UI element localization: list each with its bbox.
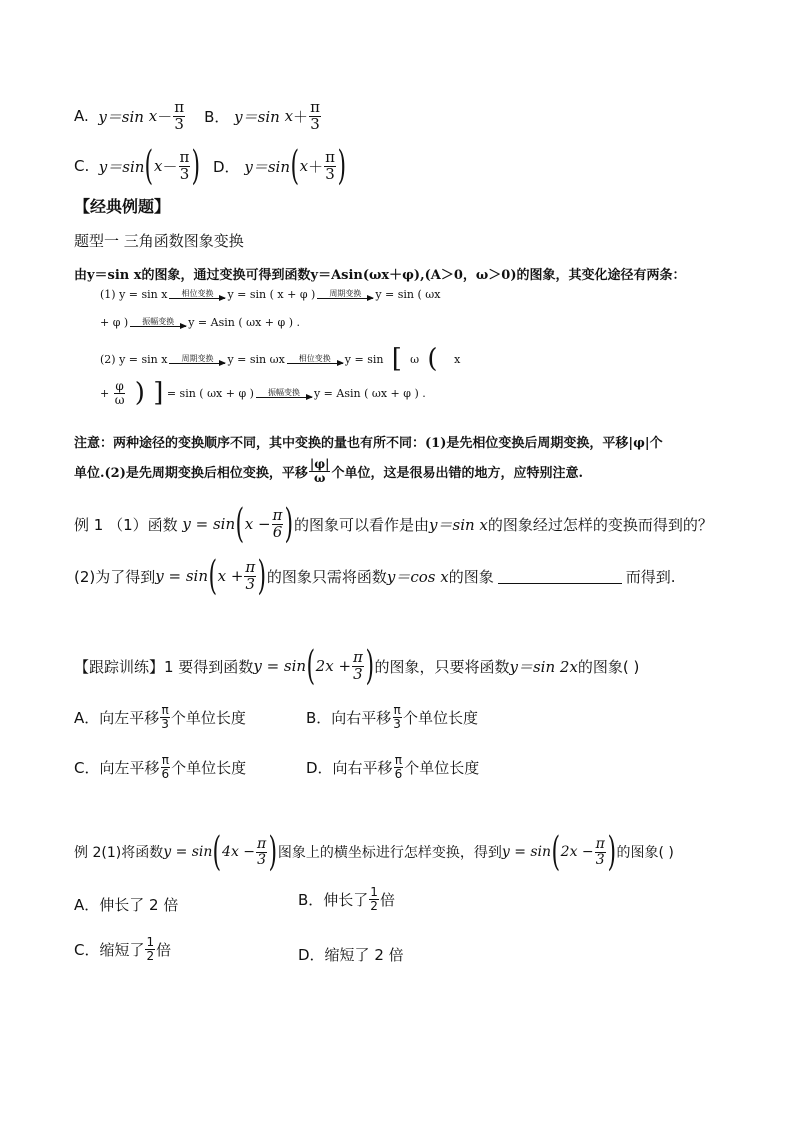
- fraction: [352, 647, 364, 683]
- formula-text: 2x −: [560, 844, 594, 860]
- question-text: 的图象，只要将函数: [374, 657, 510, 676]
- fraction: [595, 837, 606, 867]
- option-b: [204, 100, 322, 133]
- formula-var: x: [284, 107, 294, 126]
- fraction: [244, 557, 256, 593]
- question-text: 的图象( ): [616, 845, 674, 861]
- option-text: 个单位长度: [402, 708, 478, 727]
- denominator: 3: [245, 574, 256, 593]
- fraction: [145, 936, 155, 962]
- question-text: 的图象只需将函数: [266, 567, 387, 586]
- numerator: π: [353, 647, 363, 666]
- formula-text: y = sin ( ωx: [375, 288, 441, 301]
- formula-text: + φ ): [100, 316, 129, 329]
- formula-text: x −: [244, 515, 271, 533]
- arrow: [256, 389, 312, 398]
- numerator: π: [394, 753, 402, 767]
- arrow-label: 周期变换: [329, 289, 362, 298]
- arrow-label: 周期变换: [181, 353, 214, 363]
- arrow: [130, 318, 186, 327]
- formula-text: y = sin: [253, 657, 307, 675]
- formula-text: (2) y = sin x: [100, 352, 168, 366]
- example1-line1: 例 1 （1）函数 y = sin ( x − $\frac{\pi}{6}$ ) 的图象可以看作是由 y＝sin x 的图象经过怎样的变换而得到的？: [74, 501, 713, 547]
- question-text: 例 1 （1）函数: [74, 515, 178, 534]
- option-text: 倍: [156, 940, 172, 959]
- option-text: C．向左平移: [74, 758, 160, 777]
- formula-text: y = sin: [344, 352, 384, 366]
- fraction: [309, 458, 331, 484]
- formula-var: ω: [410, 352, 420, 366]
- denominator: 3: [179, 164, 190, 183]
- option-text: 个单位长度: [170, 708, 246, 727]
- fraction: [272, 505, 284, 541]
- fraction: [324, 147, 336, 183]
- training-question: 【跟踪训练】1 要得到函数 y = sin ( 2x + $\frac{\pi}{3}$ ) 的图象，只要将函数 y＝sin 2x 的图象( ): [74, 643, 640, 689]
- formula-text: = sin ( ωx + φ ): [166, 386, 254, 400]
- question-text: 例 2(1)将函数: [74, 845, 164, 861]
- formula-text: y = Asin ( ωx + φ ) .: [313, 386, 426, 400]
- denominator: ω: [313, 470, 326, 485]
- fraction: [369, 886, 379, 912]
- option-text: C．缩短了: [74, 940, 145, 959]
- answer-blank[interactable]: [498, 569, 622, 584]
- denominator: 3: [353, 664, 363, 683]
- formula-op: ＋: [308, 157, 324, 176]
- path2-line2: + $\frac{\varphi}{\omega}$ ) ] = sin ( ωx + φ ) 振幅变换 y = Asin ( ωx + φ ) .: [100, 378, 426, 409]
- formula-text: y＝sin 2x: [509, 657, 578, 676]
- denominator: 3: [174, 114, 184, 133]
- numerator: 1: [146, 935, 155, 949]
- note-text: 个单位，这是很易出错的地方，应特别注意.: [331, 465, 583, 481]
- numerator: π: [161, 753, 169, 767]
- formula-text: 2x +: [315, 657, 352, 675]
- question-text: 【跟踪训练】1 要得到函数: [74, 657, 254, 676]
- formula-text: y = sin: [163, 844, 213, 860]
- denominator: 2: [370, 898, 378, 913]
- option-text: 个单位长度: [171, 758, 247, 777]
- note-line1: 注意：两种途径的变换顺序不同，其中变换的量也有所不同：(1)是先相位变换后周期变换，平移|φ|个: [74, 436, 663, 451]
- path1-line1: [100, 288, 440, 301]
- option-row-cd: [74, 143, 347, 189]
- example2-option-c[interactable]: [74, 936, 171, 962]
- numerator: |φ|: [309, 457, 330, 471]
- option-text: 倍: [379, 890, 395, 909]
- path1-line2: [100, 316, 300, 329]
- option-label: D．: [213, 157, 240, 176]
- option-label: B．: [204, 107, 230, 126]
- denominator: 3: [257, 851, 267, 868]
- fraction: [173, 100, 185, 133]
- formula-text: y = sin: [182, 515, 236, 533]
- arrow-label: 相位变换: [181, 289, 214, 298]
- formula-text: y = sin: [155, 567, 208, 585]
- option-c: C. y＝sin ( x － $\frac{\pi}{3}$ ): [74, 143, 201, 189]
- fraction: [309, 100, 321, 133]
- question-text: (2)为了得到: [74, 567, 156, 586]
- formula-text: y＝sin: [98, 107, 144, 126]
- formula-var: x: [154, 157, 163, 175]
- arrow-label: 振幅变换: [267, 387, 300, 397]
- arrow: [169, 290, 225, 299]
- training-option-a[interactable]: [74, 704, 246, 730]
- formula-var: x: [148, 107, 158, 126]
- option-text: D．向右平移: [306, 758, 393, 777]
- example2-question: 例 2(1)将函数 y = sin ( 4x − $\frac{\pi}{3}$ ) 图象上的横坐标进行怎样变换，得到 y = sin ( 2x − $\frac{\pi}{3}$ ) 的图象( ): [74, 829, 674, 875]
- arrow-label: 振幅变换: [142, 317, 175, 326]
- training-option-c[interactable]: [74, 754, 246, 780]
- formula-op: +: [100, 386, 110, 400]
- fraction: [160, 754, 170, 780]
- fraction: [256, 837, 267, 867]
- training-option-d[interactable]: [306, 754, 479, 780]
- numerator: π: [161, 703, 169, 717]
- option-text: 个单位长度: [404, 758, 480, 777]
- option-row-ab: [74, 100, 322, 133]
- denominator: 2: [146, 948, 155, 963]
- option-text: B．向右平移: [306, 708, 392, 727]
- section-heading: 【经典例题】: [74, 197, 171, 216]
- option-text: B．伸长了: [298, 890, 369, 909]
- question-text: 图象上的横坐标进行怎样变换，得到: [277, 845, 502, 861]
- path2-line1: (2) y = sin x 周期变换 y = sin ωx 相位变换 y = sin [ ω ( x: [100, 344, 461, 374]
- denominator: 6: [394, 766, 403, 781]
- formula-text: y＝sin x: [429, 515, 488, 534]
- denominator: 6: [161, 766, 170, 781]
- fraction: [114, 380, 126, 406]
- numerator: π: [310, 98, 320, 116]
- formula-text: y = Asin ( ωx + φ ) .: [188, 316, 300, 329]
- numerator: 1: [370, 885, 378, 899]
- numerator: π: [272, 505, 283, 524]
- formula-text: y＝sin: [244, 157, 290, 176]
- formula-var: x: [454, 352, 461, 366]
- formula-text: x +: [217, 567, 244, 585]
- example2-option-d[interactable]: D．缩短了 2 倍: [298, 946, 404, 964]
- denominator: 3: [393, 716, 401, 731]
- formula-text: (1) y = sin x: [100, 288, 168, 301]
- denominator: 3: [595, 851, 605, 868]
- intro-text: 由y＝sin x的图象，通过变换可得到函数y＝Asin(ωx＋φ),(A＞0，ω＞0)的图象，其变化途径有两条：: [74, 268, 686, 283]
- option-a: [74, 100, 186, 133]
- arrow: [317, 290, 373, 299]
- fraction: [160, 704, 170, 730]
- note-text: 单位.(2)是先周期变换后相位变换，平移: [74, 465, 308, 481]
- denominator: 3: [310, 114, 320, 133]
- question-text: 的图象可以看作是由: [294, 515, 430, 534]
- example1-line2: (2)为了得到 y = sin ( x + $\frac{\pi}{3}$ ) 的图象只需将函数 y＝cos x 的图象 而得到.: [74, 553, 676, 599]
- option-text: A．向左平移: [74, 708, 160, 727]
- option-label: C.: [74, 157, 90, 175]
- formula-text: y＝cos x: [386, 567, 449, 586]
- arrow: [169, 355, 225, 364]
- denominator: 6: [272, 522, 283, 541]
- arrow-label: 相位变换: [298, 353, 331, 363]
- formula-text: y＝sin: [98, 157, 145, 176]
- note-line2: [74, 458, 583, 484]
- fraction: [392, 704, 402, 730]
- question-text: 的图象: [448, 567, 494, 586]
- formula-var: x: [299, 157, 309, 175]
- numerator: π: [174, 98, 185, 116]
- question-text: 而得到.: [625, 567, 676, 586]
- fraction: [394, 754, 404, 780]
- fraction: [179, 147, 191, 183]
- formula-op: －: [162, 157, 178, 176]
- question-text: 的图象( ): [577, 657, 640, 676]
- numerator: φ: [115, 379, 124, 393]
- example2-option-b[interactable]: [298, 886, 395, 912]
- option-label: A.: [74, 107, 89, 126]
- option-d: D． y＝sin ( x ＋ $\frac{\pi}{3}$ ): [213, 143, 347, 189]
- formula-op: ＋: [293, 107, 309, 126]
- denominator: 3: [161, 716, 169, 731]
- training-option-b[interactable]: [306, 704, 478, 730]
- numerator: π: [179, 147, 190, 166]
- numerator: π: [393, 703, 401, 717]
- formula-text: y = sin ( x + φ ): [227, 288, 316, 301]
- example2-option-a[interactable]: A．伸长了 2 倍: [74, 896, 179, 914]
- numerator: π: [245, 557, 256, 576]
- formula-text: y = sin: [501, 844, 552, 860]
- denominator: ω: [114, 392, 125, 407]
- question-text: 的图象经过怎样的变换而得到的？: [487, 515, 713, 534]
- formula-text: 4x −: [222, 844, 256, 860]
- formula-op: －: [157, 107, 173, 126]
- arrow: [287, 355, 343, 364]
- topic-title: 题型一 三角函数图象变换: [74, 232, 244, 250]
- denominator: 3: [325, 164, 335, 183]
- numerator: π: [257, 835, 267, 852]
- numerator: π: [325, 147, 335, 166]
- formula-text: y = sin ωx: [227, 352, 285, 366]
- formula-text: y＝sin: [234, 107, 280, 126]
- numerator: π: [595, 835, 605, 852]
